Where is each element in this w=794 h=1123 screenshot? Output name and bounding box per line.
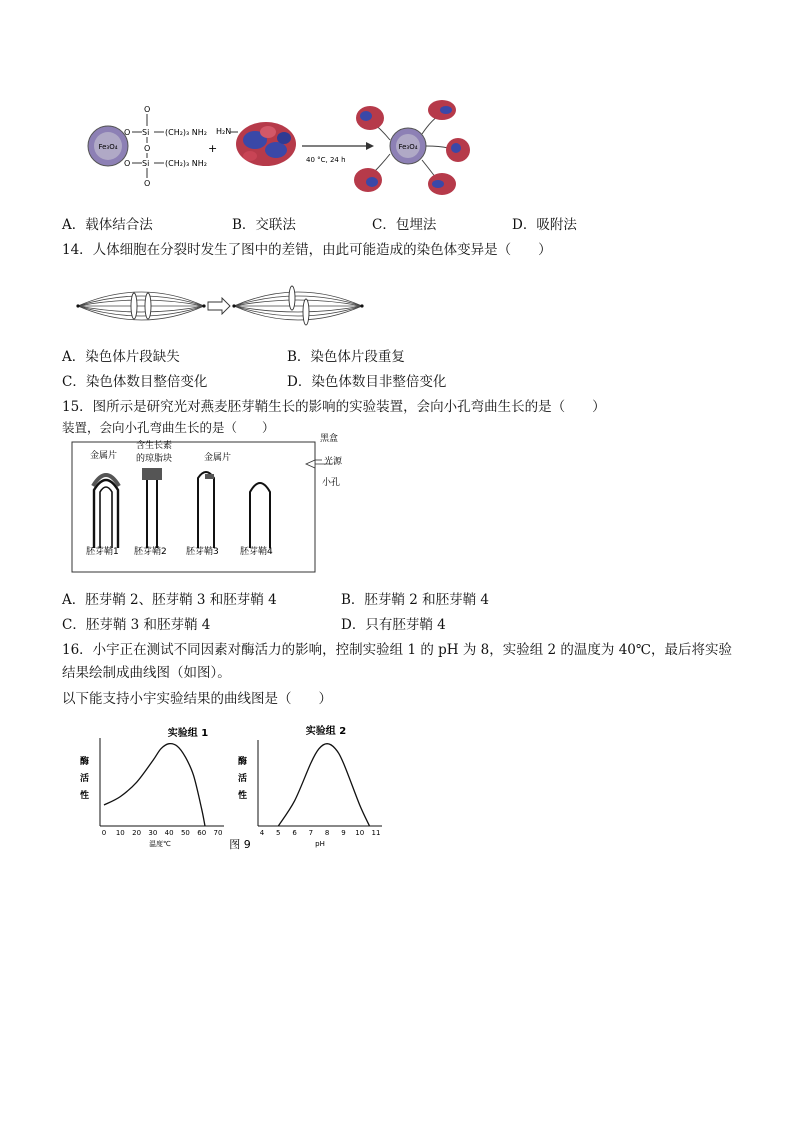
chart2-xtick: 4: [259, 829, 265, 837]
coleoptile-4: [250, 483, 270, 548]
q14-option-a[interactable]: A．染色体片段缺失: [62, 349, 180, 365]
chart1-xtick: 70: [213, 829, 223, 837]
chart2-xtick: 6: [292, 829, 297, 837]
chart1-xtick: 60: [197, 829, 207, 837]
chart2-xtick: 11: [371, 829, 381, 837]
agar-label-line1: 含生长素: [136, 441, 173, 451]
q15-figure: [70, 430, 360, 582]
q15-option-d[interactable]: D．只有胚芽鞘 4: [341, 617, 446, 633]
q14-stem: 14．人体细胞在分裂时发生了图中的差错，由此可能造成的染色体变异是（ ）: [62, 242, 552, 258]
chart2-xtick: 10: [355, 829, 365, 837]
chart1-xlabel: 温度℃: [149, 840, 171, 848]
chart1-xtick: 40: [164, 829, 174, 837]
o-left1: O: [124, 128, 131, 137]
transition-arrow: [208, 298, 230, 314]
enzyme-charts-svg: [76, 718, 396, 854]
q13-option-a[interactable]: A．载体结合法: [62, 217, 153, 233]
h2n-label: H₂N: [216, 127, 232, 136]
agar-block: [142, 468, 162, 480]
figure-9-caption: 图 9: [229, 838, 251, 851]
o-top: O: [144, 105, 151, 114]
chart1-xtick: 20: [132, 829, 142, 837]
q13-option-c[interactable]: C．包埋法: [372, 217, 437, 233]
chart2-xlabel: pH: [315, 840, 325, 848]
o-mid: O: [144, 144, 151, 153]
q14-figure: [72, 278, 372, 338]
fig13-immobilization: [70, 100, 490, 210]
q16-stem-line3: 以下能支持小宇实验结果的曲线图是（ ）: [62, 691, 332, 707]
coleoptile-3: [198, 472, 214, 548]
coleoptile-1-label: 胚芽鞘1: [86, 547, 119, 557]
chart1-xtick: 0: [101, 829, 107, 837]
plus-sign: +: [208, 142, 218, 155]
spindle-svg: [72, 278, 372, 338]
q15-option-c[interactable]: C．胚芽鞘 3 和胚芽鞘 4: [62, 617, 211, 633]
coleoptile-2-label: 胚芽鞘2: [134, 547, 167, 557]
chart2-ylabel: 酶活性: [238, 757, 248, 802]
arrow-label: 40 °C, 24 h: [306, 156, 346, 164]
chart1-xtick: 10: [115, 829, 125, 837]
q16-stem-line1: 16．小宇正在测试不同因素对酶活力的影响，控制实验组 1 的 pH 为 8，实验组 2 的温度为 40℃，最后将实验: [62, 642, 732, 658]
chart1-xtick: 50: [180, 829, 190, 837]
chart1-title: 实验组 1: [167, 728, 209, 739]
o-bottom: O: [144, 179, 151, 188]
q16-figure: [76, 718, 396, 854]
q16-stem-line2: 结果绘制成曲线图（如图）。: [62, 665, 231, 681]
si-top: Si: [142, 128, 150, 137]
chart2-xtick: 9: [341, 829, 346, 837]
metal-piece-1-label: 金属片: [90, 451, 118, 461]
metal-piece-3: [205, 474, 214, 479]
q15-stem-duplicate: 装置，会向小孔弯曲生长的是（ ）: [62, 420, 275, 435]
chart2-xtick: 5: [276, 829, 281, 837]
coleoptile-1: [93, 475, 119, 548]
chart1-curve: [104, 744, 205, 826]
chain2: (CH₂)₃ NH₂: [165, 159, 208, 168]
metal-piece-3-label: 金属片: [204, 453, 232, 463]
coleoptile-3-label: 胚芽鞘3: [186, 547, 219, 557]
chart1-ylabel: 酶活性: [80, 757, 90, 802]
black-box-label: 黑盒: [320, 434, 339, 444]
spindle-left: [78, 292, 204, 320]
coleoptile-4-label: 胚芽鞘4: [240, 547, 273, 557]
chart2-curve: [278, 744, 369, 826]
light-arrow: [306, 460, 315, 468]
chart2-xtick: 7: [308, 829, 314, 837]
q14-option-d[interactable]: D．染色体数目非整倍变化: [287, 374, 447, 390]
agar-label-line2: 的琼脂块: [136, 454, 173, 464]
chart2-title: 实验组 2: [305, 726, 347, 737]
o-left2: O: [124, 159, 131, 168]
q15-option-a[interactable]: A．胚芽鞘 2、胚芽鞘 3 和胚芽鞘 4: [62, 592, 277, 608]
spindle-right: [234, 292, 362, 320]
q13-option-d[interactable]: D．吸附法: [512, 217, 577, 233]
chart2-xtick: 8: [324, 829, 330, 837]
core-label: Fe₃O₄: [98, 143, 118, 151]
q14-option-b[interactable]: B．染色体片段重复: [287, 349, 405, 365]
q15-stem: 15．图所示是研究光对燕麦胚芽鞘生长的影响的实验装置，会向小孔弯曲生长的是（ ）: [62, 399, 606, 415]
q13-option-b[interactable]: B．交联法: [232, 217, 296, 233]
coleoptile-svg: [70, 430, 360, 582]
chain1: (CH₂)₃ NH₂: [165, 128, 208, 137]
chart1-xtick: 30: [148, 829, 158, 837]
enzyme-blob: [236, 122, 296, 166]
fig13-svg: [70, 100, 490, 210]
si-bottom: Si: [142, 159, 150, 168]
q14-option-c[interactable]: C．染色体数目整倍变化: [62, 374, 208, 390]
coleoptile-2: [142, 468, 162, 548]
product-core-label: Fe₃O₄: [398, 143, 418, 151]
light-source-label: 光源: [324, 457, 343, 467]
hole-label: 小孔: [322, 478, 341, 488]
q15-option-b[interactable]: B．胚芽鞘 2 和胚芽鞘 4: [341, 592, 489, 608]
